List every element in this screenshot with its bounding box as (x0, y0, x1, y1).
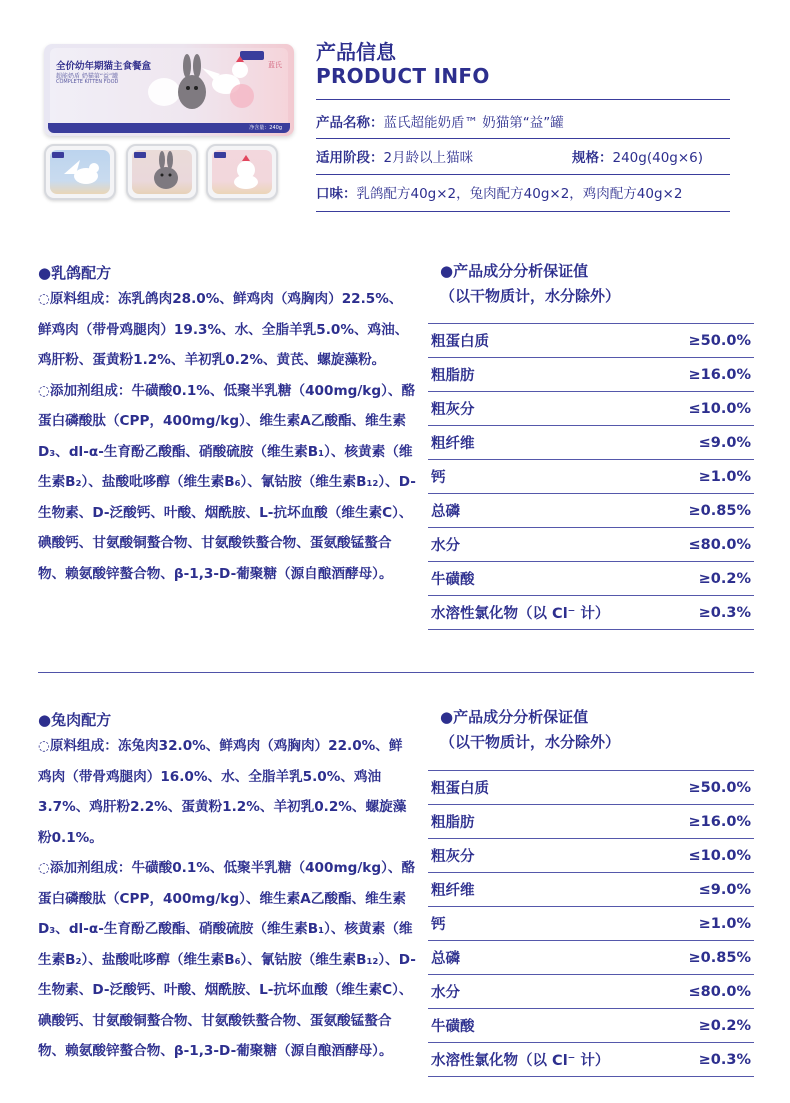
analysis-heading (440, 705, 620, 755)
product-name-row (316, 111, 564, 131)
nutrient-value: ≤10.0% (688, 847, 751, 864)
additives-paragraph (38, 853, 416, 1067)
nutrient-name: 牛磺酸 (431, 572, 475, 588)
box-subtitle: 超能奶盾 奶猫第“益”罐 (56, 73, 119, 80)
nutrient-name: 粗蛋白质 (431, 781, 489, 797)
section-divider (38, 672, 754, 673)
nutrient-value: ≥1.0% (698, 468, 751, 485)
product-info-title: 产品信息 (316, 40, 396, 64)
additives-text: 牛磺酸0.1%、低聚半乳糖（400mg/kg）、酪蛋白磷酸肽（CPP，400mg/kg）、维生素A乙酸酯、维生素D₃、dl-α-生育酚乙酸酯、硝酸硫胺（维生素B₁）、核黄素（维生素B₂）、盐酸吡哆醇（维生素B₆）、氰钴胺（维生素B₁₂）、D-生物素、D-泛酸钙、叶酸、烟酰胺、L-抗坏血酸（维生素C）、碘酸钙、甘氨酸铜螯合物、甘氨酸铁螯合物、蛋氨酸锰螯合物、赖氨酸锌螯合物、β-1,3-D-葡聚糖（源自酿酒酵母）。 (38, 382, 416, 582)
box-title: 全价幼年期猫主食餐盒 (56, 61, 152, 72)
analysis-table-pigeon (428, 323, 754, 630)
info-divider (316, 99, 730, 100)
nutrient-value: ≤9.0% (698, 881, 751, 898)
formula-ingredients-rabbit (38, 731, 416, 1067)
additives-label: ◌添加剂组成： (38, 382, 132, 399)
nutrient-name: 水溶性氯化物（以 Cl⁻ 计） (431, 606, 610, 622)
nutrient-value: ≤80.0% (688, 983, 751, 1000)
nutrient-name: 水溶性氯化物（以 Cl⁻ 计） (431, 1053, 610, 1069)
nutrient-name: 总磷 (431, 951, 460, 967)
ingredients-label: ◌原料组成： (38, 291, 118, 307)
nutrient-name: 总磷 (431, 504, 460, 520)
nutrient-value: ≥16.0% (688, 366, 751, 383)
table-row (428, 596, 754, 630)
flavor-value: 乳鸽配方40g×2，兔肉配方40g×2，鸡肉配方40g×2 (356, 186, 683, 202)
ingredients-paragraph (38, 284, 416, 376)
nutrient-name: 粗纤维 (431, 436, 475, 452)
nutrient-name: 粗纤维 (431, 883, 475, 899)
stage-spec-row (316, 146, 704, 166)
pigeon-icon (60, 154, 104, 190)
nutrient-name: 粗蛋白质 (431, 334, 489, 350)
nutrient-name: 钙 (431, 470, 446, 486)
ingredients-label: ◌原料组成： (38, 738, 118, 754)
flavor-row (316, 182, 682, 202)
table-row (428, 1009, 754, 1043)
table-row (428, 358, 754, 392)
ingredients-text: 冻兔肉32.0%、鲜鸡肉（鸡胸肉）22.0%、鲜鸡肉（带骨鸡腿肉）16.0%、水、全脂羊乳5.0%、鸡油3.7%、鸡肝粉2.2%、蛋黄粉1.2%、羊初乳0.2%、螺旋藻粉0.1%。 (38, 738, 407, 846)
product-info-title-en: PRODUCT INFO (316, 64, 490, 88)
formula-heading-pigeon: ●乳鸽配方 (38, 264, 112, 282)
table-row (428, 460, 754, 494)
nutrient-value: ≥0.2% (698, 570, 751, 587)
chicken-icon (226, 152, 266, 192)
additives-paragraph (38, 376, 416, 590)
table-row (428, 426, 754, 460)
nutrient-value: ≥50.0% (688, 779, 751, 796)
nutrient-value: ≥16.0% (688, 813, 751, 830)
nutrient-value: ≥0.85% (688, 949, 751, 966)
nutrient-value: ≥50.0% (688, 332, 751, 349)
nutrient-name: 钙 (431, 917, 446, 933)
box-net-weight: 净含量：240g (249, 125, 282, 131)
table-row (428, 528, 754, 562)
analysis-heading-line2: （以干物质计，水分除外） (440, 733, 621, 751)
additives-label: ◌添加剂组成： (38, 860, 132, 876)
table-row (428, 805, 754, 839)
ingredients-paragraph (38, 731, 416, 853)
table-row (428, 975, 754, 1009)
nutrient-value: ≥0.3% (698, 1051, 751, 1068)
flavor-label: 口味： (316, 186, 357, 202)
nutrient-value: ≤10.0% (688, 400, 751, 417)
analysis-heading (440, 259, 620, 309)
ingredients-text: 冻乳鸽肉28.0%、鲜鸡肉（鸡胸肉）22.5%、鲜鸡肉（带骨鸡腿肉）19.3%、水、全脂羊乳5.0%、鸡油、鸡肝粉、蛋黄粉1.2%、羊初乳0.2%、黄芪、螺旋藻粉。 (38, 291, 409, 368)
rabbit-pigeon-illustration (144, 52, 264, 118)
stage-value: 2月龄以上猫咪 (383, 150, 474, 166)
spec-label: 规格： (572, 150, 613, 166)
analysis-heading-line1: ●产品成分分析保证值 (440, 708, 589, 726)
spec-value: 240g(40g×6) (612, 150, 704, 166)
analysis-heading-line1: ●产品成分分析保证值 (440, 262, 589, 280)
box-english: COMPLETE KITTEN FOOD (56, 79, 119, 85)
product-box-image (44, 44, 294, 136)
product-name-label: 产品名称： (316, 115, 384, 131)
can-rabbit (126, 144, 198, 200)
table-row (428, 873, 754, 907)
nutrient-name: 粗灰分 (431, 849, 475, 865)
nutrient-value: ≤9.0% (698, 434, 751, 451)
formula-heading-rabbit: ●兔肉配方 (38, 711, 112, 729)
nutrient-name: 粗脂肪 (431, 815, 475, 831)
analysis-heading-line2: （以干物质计，水分除外） (440, 287, 621, 305)
spec-group (572, 146, 703, 166)
nutrient-value: ≥1.0% (698, 915, 751, 932)
nutrient-value: ≥0.85% (688, 502, 751, 519)
product-name-value: 蓝氏超能奶盾™ 奶猫第“益”罐 (383, 115, 564, 131)
table-row (428, 562, 754, 596)
can-chicken (206, 144, 278, 200)
table-row (428, 839, 754, 873)
info-divider (316, 174, 730, 175)
nutrient-name: 粗灰分 (431, 402, 475, 418)
additives-text: 牛磺酸0.1%、低聚半乳糖（400mg/kg）、酪蛋白磷酸肽（CPP，400mg/kg）、维生素A乙酸酯、维生素D₃、dl-α-生育酚乙酸酯、硝酸硫胺（维生素B₁）、核黄素（维生素B₂）、盐酸吡哆醇（维生素B₆）、氰钴胺（维生素B₁₂）、D-生物素、D-泛酸钙、叶酸、烟酰胺、L-抗坏血酸（维生素C）、碘酸钙、甘氨酸铜螯合物、甘氨酸铁螯合物、蛋氨酸锰螯合物、赖氨酸锌螯合物、β-1,3-D-葡聚糖（源自酿酒酵母）。 (38, 860, 416, 1059)
can-brand-tag (214, 152, 226, 158)
formula-ingredients-pigeon (38, 284, 416, 589)
table-row (428, 1043, 754, 1077)
can-pigeon (44, 144, 116, 200)
nutrient-value: ≥0.3% (698, 604, 751, 621)
nutrient-value: ≥0.2% (698, 1017, 751, 1034)
nutrient-name: 牛磺酸 (431, 1019, 475, 1035)
table-row (428, 494, 754, 528)
info-divider (316, 138, 730, 139)
box-brand: 蓝氏 (268, 61, 282, 69)
can-brand-tag (134, 152, 146, 158)
analysis-table-rabbit (428, 770, 754, 1077)
box-footer-band (48, 123, 290, 133)
table-row (428, 392, 754, 426)
table-row (428, 907, 754, 941)
table-row (428, 941, 754, 975)
table-row (428, 771, 754, 805)
nutrient-name: 水分 (431, 538, 460, 554)
stage-label: 适用阶段： (316, 150, 384, 166)
nutrient-value: ≤80.0% (688, 536, 751, 553)
rabbit-icon (146, 150, 186, 192)
info-divider (316, 211, 730, 212)
nutrient-name: 粗脂肪 (431, 368, 475, 384)
can-images (44, 144, 296, 200)
nutrient-name: 水分 (431, 985, 460, 1001)
table-row (428, 324, 754, 358)
